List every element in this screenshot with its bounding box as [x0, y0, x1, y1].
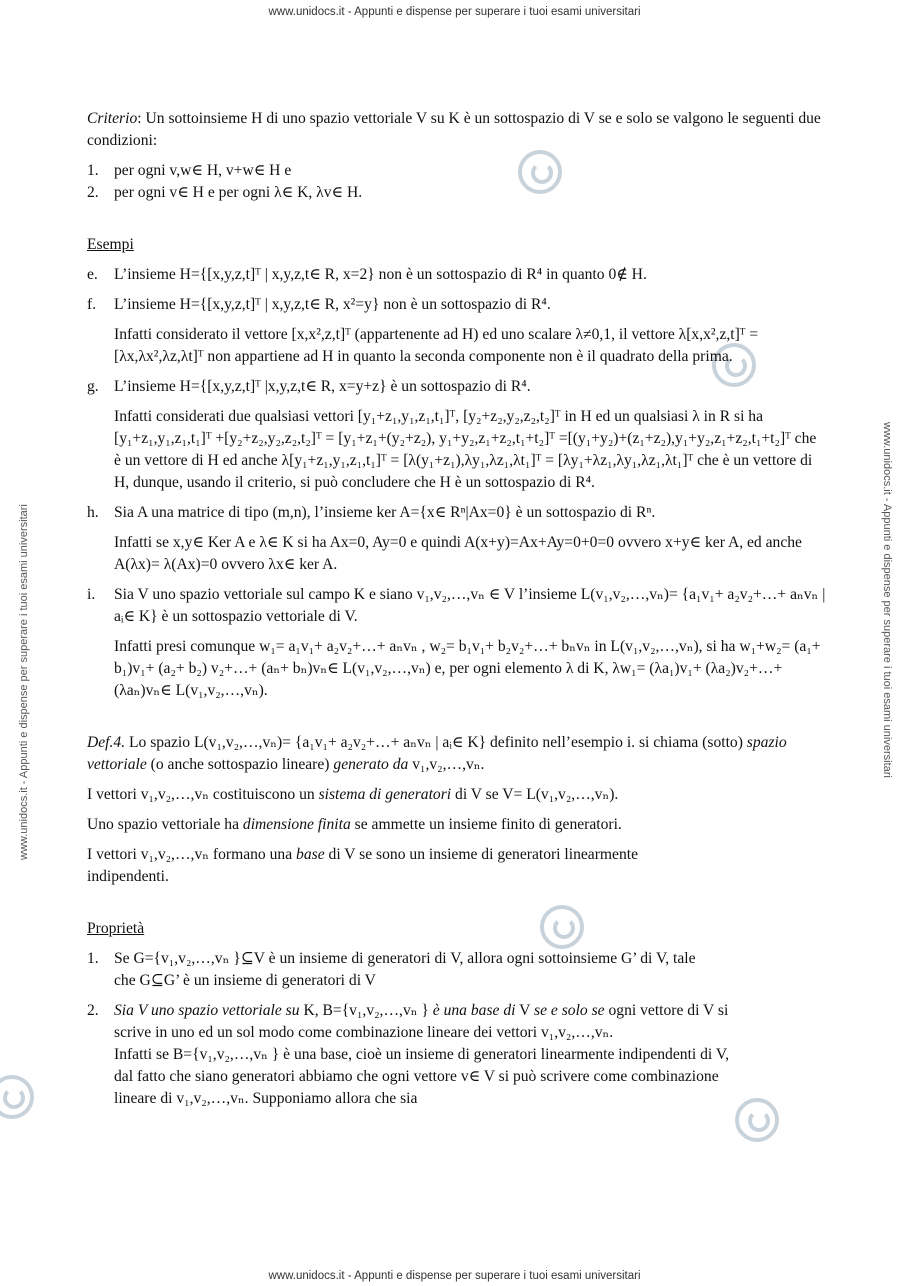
criterio-item — [87, 160, 827, 182]
definition-label: Def.4. — [87, 734, 126, 751]
item-number: 2. — [87, 184, 99, 201]
definition-base — [87, 844, 657, 888]
header-banner: www.unidocs.it - Appunti e dispense per superare i tuoi esami universitari — [268, 6, 641, 18]
definition-text: (o anche sottospazio lineare) — [146, 756, 334, 773]
definition-text: I vettori v₁,v₂,…,vₙ formano una — [87, 846, 297, 863]
example-g — [87, 376, 827, 398]
watermark-logo-icon — [0, 1075, 34, 1119]
example-label: f. — [87, 296, 97, 313]
example-e — [87, 264, 827, 286]
definition-text: se ammette un insieme finito di generatori. — [350, 816, 622, 833]
definition-text: I vettori v₁,v₂,…,vₙ costituiscono un — [87, 786, 319, 803]
example-i-proof: Infatti presi comunque w₁= a₁v₁+ a₂v₂+…+ aₙvₙ , w₂= b₁v₁+ b₂v₂+…+ bₙvₙ in L(v₁,v₂,…,vₙ), si ha w₁+w₂= (a₁+ b₁)v₁+ (a₂+ b₂) v₂+…+ (aₙ+ bₙ)vₙ∈ L(v₁,v₂,…,vₙ) e, per ogni elemento λ di K, λw₁= (λa₁)v₁+ (λa₂)v₂+…+ (λaₙ)vₙ∈ L(v₁,v₂,…,vₙ). — [114, 638, 821, 699]
definition-text: v₁,v₂,…,vₙ. — [408, 756, 485, 773]
definition-text: Uno spazio vettoriale ha — [87, 816, 243, 833]
example-f-proof: Infatti considerato il vettore [x,x²,z,t]ᵀ (appartenente ad H) ed uno scalare λ≠0,1, il vettore λ[x,x²,z,t]ᵀ = [λx,λx²,λz,λt]ᵀ non appartiene ad H in quanto la seconda componente non è il quadrato della prima. — [114, 326, 759, 365]
property-2 — [87, 1000, 734, 1044]
proprieta-heading: Proprietà — [87, 920, 145, 937]
definition-text: Lo spazio L(v₁,v₂,…,vₙ)= {a₁v₁+ a₂v₂+…+ aₙvₙ | aᵢ∈ K} definito nell’esempio i. si chiama (sotto) — [125, 734, 747, 751]
item-number: 1. — [87, 162, 99, 179]
property-proof-text: Infatti se B={v₁,v₂,…,vₙ } è una base, cioè un insieme di generatori linearmente indipendenti di V, dal fatto che siano generatori abbiamo che ogni vettore v∈ V si può scrivere come combinazione lineare di v₁,v₂,…,vₙ. Supponiamo allora che sia — [114, 1046, 730, 1107]
example-i — [87, 584, 827, 628]
document-body — [87, 108, 827, 1110]
right-side-banner: www.unidocs.it - Appunti e dispense per superare i tuoi esami universitari — [881, 422, 893, 778]
example-label: h. — [87, 504, 99, 521]
property-number: 2. — [87, 1002, 99, 1019]
criterio-title: Criterio — [87, 110, 138, 127]
term-spazio-vettoriale: spazio vettoriale — [87, 734, 787, 773]
example-text: Sia V uno spazio vettoriale sul campo K e siano v₁,v₂,…,vₙ ∈ V l’insieme L(v₁,v₂,…,vₙ)= {a₁v₁+ a₂v₂+…+ aₙvₙ | aᵢ∈ K} è un sottospazio vettoriale di V. — [114, 586, 826, 625]
example-h-proof: Infatti se x,y∈ Ker A e λ∈ K si ha Ax=0, Ay=0 e quindi A(x+y)=Ax+Ay=0+0=0 ovvero x+y∈ ker A, ed anche A(λx)= λ(Ax)=0 ovvero λx∈ ker A. — [114, 534, 802, 573]
definition-text: di V se V= L(v₁,v₂,…,vₙ). — [451, 786, 619, 803]
footer-banner: www.unidocs.it - Appunti e dispense per superare i tuoi esami universitari — [268, 1270, 641, 1282]
property-text: se e solo se — [534, 1002, 605, 1019]
property-number: 1. — [87, 950, 99, 967]
example-g-proof: Infatti considerati due qualsiasi vettori [y₁+z₁,y₁,z₁,t₁]ᵀ, [y₂+z₂,y₂,z₂,t₂]ᵀ in H ed un qualsiasi λ in R si ha [y₁+z₁,y₁,z₁,t₁]ᵀ +[y₂+z₂,y₂,z₂,t₂]ᵀ = [y₁+z₁+(y₂+z₂), y₁+y₂,z₁+z₂,t₁+t₂]ᵀ =[(y₁+y₂)+(z₁+z₂),y₁+y₂,z₁+z₂,t₁+t₂]ᵀ che è un vettore di H ed anche λ[y₁+z₁,y₁,z₁,t₁]ᵀ = [λ(y₁+z₁),λy₁,λz₁,λt₁]ᵀ = [λy₁+λz₁,λy₁,λz₁,λt₁]ᵀ che è un vettore di H, dunque, usando il criterio, si può concludere che H è un sottospazio di R⁴. — [114, 408, 817, 491]
item-text: per ogni v∈ H e per ogni λ∈ K, λv∈ H. — [114, 184, 363, 201]
example-text: Sia A una matrice di tipo (m,n), l’insieme ker A={x∈ Rⁿ|Ax=0} è un sottospazio di Rⁿ. — [114, 504, 656, 521]
example-text: L’insieme H={[x,y,z,t]ᵀ | x,y,z,t∈ R, x²=y} non è un sottospazio di R⁴. — [114, 296, 551, 313]
esempi-heading: Esempi — [87, 236, 134, 253]
definition-4 — [87, 732, 827, 776]
left-side-banner: www.unidocs.it - Appunti e dispense per superare i tuoi esami universitari — [18, 504, 30, 860]
item-text: per ogni v,w∈ H, v+w∈ H e — [114, 162, 292, 179]
criterio-item — [87, 182, 827, 204]
definition-finite-dimension — [87, 814, 827, 836]
example-f — [87, 294, 827, 316]
example-label: g. — [87, 378, 99, 395]
property-text: K, B={v₁,v₂,…,vₙ } — [299, 1002, 433, 1019]
example-label: e. — [87, 266, 98, 283]
property-text: è una base di — [432, 1002, 516, 1019]
criterio-paragraph — [87, 108, 827, 152]
property-text: Sia V uno spazio vettoriale su — [114, 1002, 300, 1019]
property-text: ogni vettore di V si scrive in uno ed un sol modo come combinazione lineare dei vettori v₁,v₂,…,vₙ. — [114, 1002, 729, 1041]
term-dimensione-finita: dimensione finita — [242, 816, 351, 833]
term-generato-da: generato da — [333, 756, 409, 773]
example-text: L’insieme H={[x,y,z,t]ᵀ |x,y,z,t∈ R, x=y+z} è un sottospazio di R⁴. — [114, 378, 531, 395]
property-text: V — [515, 1002, 534, 1019]
property-text: Se G={v₁,v₂,…,vₙ }⊆V è un insieme di generatori di V, allora ogni sottoinsieme G’ di V, tale che G⊆G’ è un insieme di generatori di V — [114, 950, 696, 989]
definition-text: di V se sono un insieme di generatori linearmente indipendenti. — [87, 846, 639, 885]
term-base: base — [296, 846, 325, 863]
example-label: i. — [87, 586, 96, 603]
property-2-proof — [87, 1044, 734, 1110]
example-h — [87, 502, 827, 524]
criterio-text: : Un sottoinsieme H di uno spazio vettoriale V su K è un sottospazio di V se e solo se valgono le seguenti due condizioni: — [87, 110, 821, 149]
term-sistema-generatori: sistema di generatori — [318, 786, 452, 803]
example-text: L’insieme H={[x,y,z,t]ᵀ | x,y,z,t∈ R, x=2} non è un sottospazio di R⁴ in quanto 0∉ H. — [114, 266, 647, 283]
property-1 — [87, 948, 714, 992]
definition-generators — [87, 784, 827, 806]
